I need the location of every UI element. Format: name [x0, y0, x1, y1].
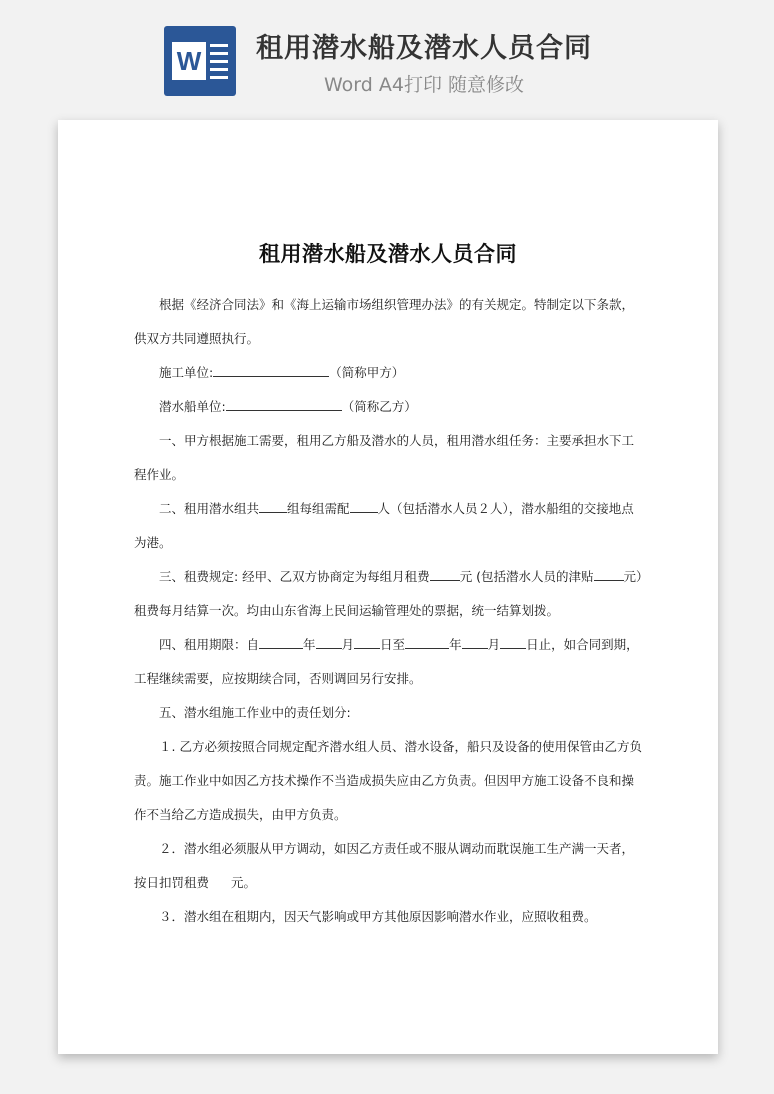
- clause-4: [134, 628, 644, 696]
- party-a-line: [134, 356, 644, 390]
- monthly-fee-blank[interactable]: [430, 566, 460, 581]
- to-label: 日至: [380, 637, 406, 652]
- start-year-blank[interactable]: [259, 634, 303, 649]
- end-year-blank[interactable]: [405, 634, 449, 649]
- clause-4-text-a: 四、租用期限：自: [159, 637, 260, 652]
- word-icon-line: [210, 52, 228, 55]
- year-label: 年: [303, 637, 316, 652]
- intro-paragraph: 根据《经济合同法》和《海上运输市场组织管理办法》的有关规定。特制定以下条款，供双方共同遵照执行。: [134, 297, 635, 346]
- party-b-line: [134, 390, 644, 424]
- clause-3: [134, 560, 644, 628]
- clause-3-text-a: 三、租费规定: 经甲、乙双方协商定为每组月租费: [159, 569, 430, 584]
- start-day-blank[interactable]: [354, 634, 380, 649]
- people-count-blank[interactable]: [350, 498, 378, 513]
- document-title: 租用潜水船及潜水人员合同: [259, 242, 517, 266]
- clause-2-text-b: 组每组需配: [287, 501, 350, 516]
- party-a-blank[interactable]: [213, 362, 329, 377]
- month-label: 月: [341, 637, 355, 652]
- clause-2-text-a: 二、租用潜水组共: [159, 501, 260, 516]
- clause-2: [134, 492, 644, 560]
- word-icon: [164, 26, 236, 96]
- clause-1: 一、甲方根据施工需要，租用乙方船及潜水的人员，租用潜水组任务：主要承担水下工程作业。: [134, 433, 635, 482]
- clause-3-text-b: 元 (包括潜水人员的津贴: [459, 569, 594, 584]
- start-month-blank[interactable]: [316, 634, 342, 649]
- clause-4-text-end: 日止，如合同到期，工程继续需要，应按期续合同，否则调回另行安排。: [134, 637, 639, 686]
- page-header: [0, 0, 774, 118]
- party-b-label: 潜水船单位:: [159, 399, 226, 414]
- clause-5-item-2: [134, 832, 644, 900]
- header-title: 租用潜水船及潜水人员合同: [256, 33, 592, 64]
- end-month-blank[interactable]: [462, 634, 488, 649]
- party-a-label: 施工单位:: [159, 365, 214, 380]
- clause-2-text-c: 人（包括潜水人员２人），潜水船组的交接地点为港。: [134, 501, 634, 550]
- word-logo-letter: W: [172, 42, 206, 80]
- month-label: 月: [487, 637, 501, 652]
- word-icon-line: [210, 44, 228, 47]
- year-label: 年: [449, 637, 462, 652]
- document-page: [58, 120, 718, 1054]
- clause-3-text-c: 元）租费每月结算一次。均由山东省海上民间运输管理处的票据，统一结算划拨。: [134, 569, 643, 618]
- word-icon-line: [210, 60, 228, 63]
- word-icon-line: [210, 68, 228, 71]
- group-count-blank[interactable]: [259, 498, 287, 513]
- word-icon-line: [210, 76, 228, 79]
- end-day-blank[interactable]: [500, 634, 526, 649]
- party-b-note: （简称乙方）: [341, 399, 417, 414]
- clause-5: 五、潜水组施工作业中的责任划分:: [159, 705, 351, 720]
- allowance-blank[interactable]: [594, 566, 624, 581]
- clause-5-item-2-text-a: ２．潜水组必须服从甲方调动，如因乙方责任或不服从调动而耽误施工生产满一天者，按日扣罚租费: [134, 841, 635, 890]
- party-b-blank[interactable]: [226, 396, 342, 411]
- clause-5-item-3: ３．潜水组在租期内，因天气影响或甲方其他原因影响潜水作业，应照收租费。: [159, 909, 597, 924]
- clause-5-item-2-text-b: 元。: [231, 875, 257, 890]
- header-subtitle: Word A4打印 随意修改: [324, 74, 525, 96]
- party-a-note: （简称甲方）: [329, 365, 405, 380]
- clause-5-item-1: １. 乙方必须按照合同规定配齐潜水组人员、潜水设备，船只及设备的使用保管由乙方负责。施工作业中如因乙方技术操作不当造成损失应由乙方负责。但因甲方施工设备不良和操作不当给乙方造成损失，由甲方负责。: [134, 739, 642, 822]
